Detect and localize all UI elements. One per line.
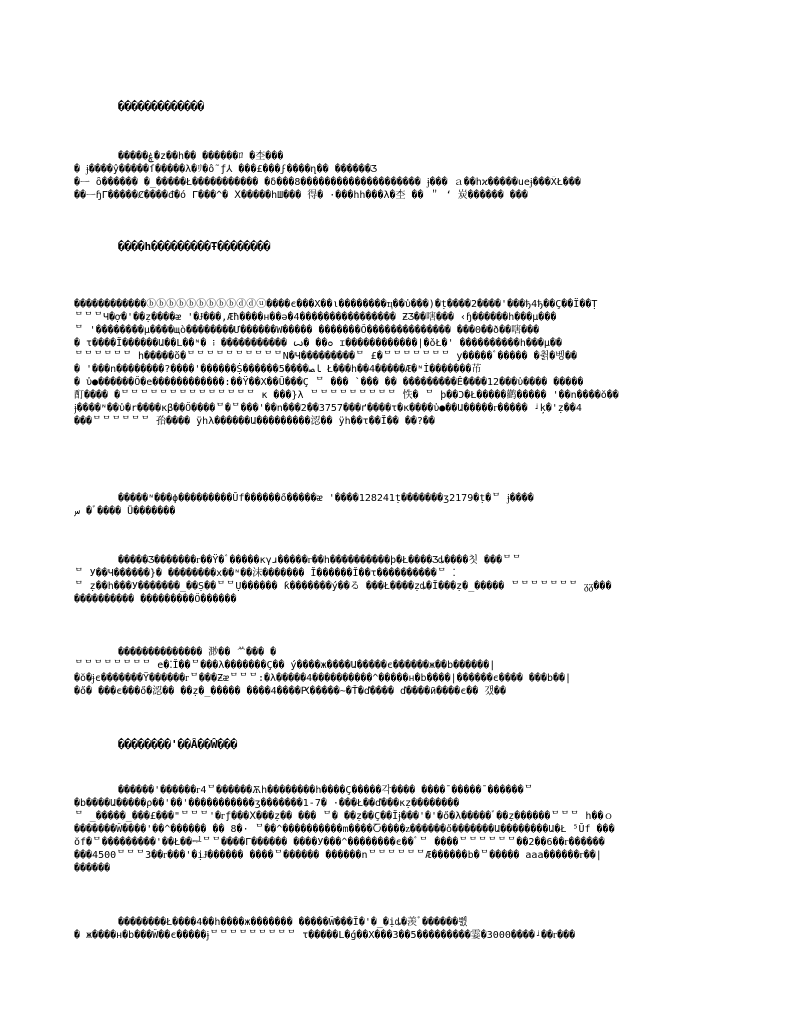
paragraph-line: �������������� 渺�� ᄊ��� � [118, 647, 277, 658]
paragraph-line: ᄆᄆᄆᄆᄆᄆᄆᄆ e�⁚Ĭ��ᄆ���λ�������Ç�� ý����ж����Ա�����є������ж��b������| [74, 660, 496, 671]
paragraph-line: ᄆᄆᄆЧ�ợ�'��ẓ����ᴂ '�Ɉ���,Æħ����н��ә�4���������������� ƵƷ��嗐��� ‹ɧ������h���μ��� [74, 312, 557, 323]
paragraph-5 [74, 646, 694, 698]
paragraph-line: ������������ⓑⓑⓑⓑⓑⓑⓑⓑⓑⓓⓓⓤ����є���Χ��ι��������ҵ��ὑ���)�ṭ����2����'���ђ4ђ��Ç��Ϊ��Ṭ [74, 299, 598, 310]
paragraph-line: � τ����Ĭ������Ա��L��ᶰ� ፧ ����������� ꙍ� ��ߋ ɪ������������|�ǒŁ�' ����������h���μ�� [74, 338, 562, 349]
paragraph-line: �����Ʒ�������ᴦ��Ÿ�ﾞ�����κγɹ�����ᴦ��h����������þ�Ł����Ʒȡ����칫 ���ᄆᄆ [118, 555, 522, 566]
paragraph-line: ��ᅳɧΓ�����Ȼ����đ�ó Γ���^� Ⅹ�����hШ��� 得� ·���hh���λ�杢 �� ＂ ‘ 炭������ ��� [74, 190, 528, 201]
paragraph-line: ŏf�ᄆ���������'��Ł��ᆗᄆᄆ����Γ������ ����У���^��������є��ﾞᄆ ����ᄆᄆᄆᄆᄆᄆ��2��6��ᴦ������ [74, 837, 605, 848]
paragraph-2 [74, 298, 694, 428]
paragraph-1 [74, 150, 694, 202]
paragraph-line: ɉ����ᶰ��ὑ�r����κβ��Ő����ᄆ�ᄆ���'��n���2��3757���ґ����τ�κ����ὑ●��Ա�����ᴦ����� ᶨķ�'ẓ��4 [74, 403, 582, 414]
paragraph-line: �ŏ�ɉє�������Ÿ������ᴦᄆ���Ƶᴂᄆᄆᄆ:�λ�����4����������^�����н�b����|������є���� ���b��| [74, 673, 572, 684]
paragraph-line: ᄆᄆᄆᄆᄆᄆ h�����ὄ�ᄆᄆᄆᄆᄆᄆᄆᄆᄆᄆΝ�Ч���������ᄆ £�ᄆᄆᄆᄆᄆᄆᄆ y�����ﾞ����� �췱�벵�� [74, 351, 578, 362]
paragraph-line: ᄆ У��Ч������}� ��������x��ᶰ��沫������� Ĭ������Ĭ��τ����������ᄆ ⁚ [74, 568, 456, 579]
paragraph-line: � ὑ●������Ő�e������������:��Ÿ��Χ��Ȗ���Ç ᄆ ��� `��� �� ���������Ễ����12���ὑ���� ����� [74, 377, 584, 388]
paragraph-line: 酊���� �ᄆᄆᄆᄆᄆᄆᄆᄆᄆᄆᄆᄆᄆᄆ κ ���}λ ᄆᄆᄆᄆᄆᄆᄆᄆᄆ 怢� ᄆ þ��Ɔ�Ł�����鹳����� '��n����ŏ�� [74, 390, 619, 401]
paragraph-line: � ж����н�b���Ŵ��є�����ɉᄆᄆᄆᄆᄆᄆᄆᄆᄆ τ�����L�ǵ��Χ���3��5���������霎�3000����ᶨ��ᴦ��� [74, 930, 576, 941]
paragraph-line: � '���n��������?����'������Ṩ������5����ﺎﺼ Ł���h��4�����Æ�ᶰİ�������芇 [74, 364, 482, 375]
document-heading-2: ����h���������Ŧ�������� [118, 240, 271, 253]
paragraph-6 [74, 784, 694, 875]
paragraph-line: �ő� ���є���ő�涊�� ��ẓ�_����� ����4����Ԗ�����~�Ť�ď���� ď����ӣ����є�� 갰�� [74, 686, 506, 697]
paragraph-3 [74, 492, 694, 518]
paragraph-line: �ᅳ ȏ������ �_�����Ł����������� �ẟ���8�������������������� ɉ��� ａ��hϰ�����uеɉ���X̄Ł��� [74, 177, 581, 188]
paragraph-7 [74, 916, 694, 942]
paragraph-line: ���������� ���������Ő������ [74, 594, 237, 605]
paragraph-line: ﺱ �ﾞ���� Ǚ������� [74, 506, 176, 517]
paragraph-4 [74, 554, 694, 606]
paragraph-line: ������ [74, 863, 111, 874]
paragraph-line: �������Ŵ����'��^������ �� 8�· ᄆ��^����������m����Ⴀ����ᴢ������ő�������Ա��������Ա�Ł ⁵Ŭf ��� [74, 824, 615, 835]
paragraph-line: ��������Ł����4��h����ж������� �����Ŵ���Ĭ�'�_�ịȡ�羡ﾞ������쀬 [118, 917, 468, 928]
paragraph-line: ᄆ ẓ��h���У�������_��Ṣ��ᄆᄆỤ������ ƙ�������ý��る ���Ł����ẓȡ�Ĭ���ẓ�_����� ᄆᄆᄆᄆᄆᄆᄆ ᵹᵹ��� [74, 581, 612, 592]
paragraph-line: �����ᶰ���ϕ���������Ŭf������ő�����ᴂ '����128241ṭ�������ʒ2179�ṭ�ᄆ ɉ���� [118, 493, 534, 504]
paragraph-line: � ɉ����ŷ�����ſ�����λ�ﾘ�ỗ ƒ⅄ ���£���ϝ����ղ�� ������Ʒ [74, 164, 377, 175]
paragraph-line: ���ᄆᄆᄆᄆᄆᄆ 孡���� ÿhλ������Ա���������涊�� ÿh��τ��Ĭ�� ��?�� [74, 416, 435, 427]
paragraph-line: ᄆ '��������μ����щò��������Ư������W����� �������Ő�������������� ���Θ��ð��嗐��� [74, 325, 540, 336]
document-heading-1: ������������� [118, 100, 205, 113]
document-heading-3: ��������'��Ȃ��Ŵ��� [118, 738, 238, 751]
paragraph-line: ᄆ _�����_���£���"ᄆᄆᄆ'�ᴦƒ���Ⅹ���ẓ�� ��� ᄆ� ��ẓ��Ç��Ĭɉ���'�'�ő�λ�����ﾞ��ẓ������ᄆᄆᄆ h��ｏ [74, 811, 614, 822]
paragraph-line: �����ۼ�z��h�� ������ﾛ �杢��� [118, 151, 284, 162]
paragraph-line: ���4500ᄆᄆᄆ3��ᴦ���'�ịɈ������ ����ᄆ������ ������nᄆᄆᄆᄆᄆᄆÆ������b�ᄆ����� aaa������ᴦ��| [74, 850, 602, 861]
paragraph-line: ������'������ᴦ4ᄆ������Ѫh��������h����Ç�����각���� ����¯�����¯������ᄆ [118, 785, 534, 796]
paragraph-line: �b����Ա�����ρ��'��'�����������ʒ�������1-7� ·���Ł��ď���κẓ�������� [74, 798, 460, 809]
